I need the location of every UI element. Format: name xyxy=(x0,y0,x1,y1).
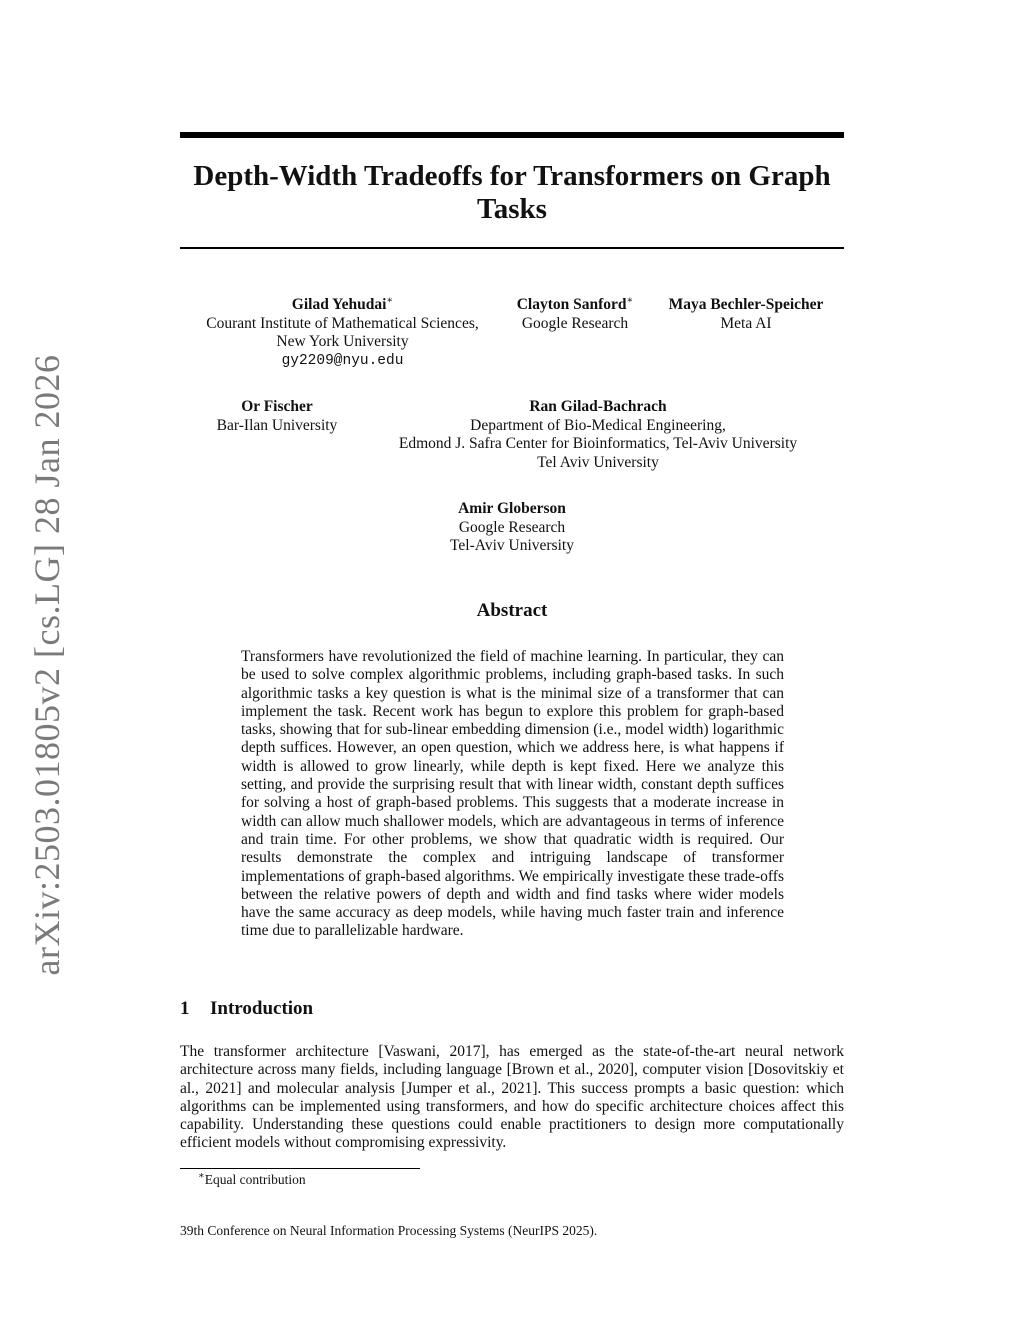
author-affiliation: Google Research xyxy=(458,518,566,536)
arxiv-identifier-stamp: arXiv:2503.01805v2 [cs.LG] 28 Jan 2026 xyxy=(27,354,67,976)
abstract-heading: Abstract xyxy=(476,600,548,621)
author-name: Amir Globerson xyxy=(458,500,566,517)
equal-contribution-mark: ∗ xyxy=(386,294,394,306)
author-clayton-sanford xyxy=(505,296,645,333)
author-affiliation: Edmond J. Safra Center for Bioinformatics, Tel-Aviv University xyxy=(398,435,798,452)
author-name: Or Fischer xyxy=(241,398,313,415)
author-or-fischer xyxy=(197,398,357,435)
author-ran-gilad-bachrach xyxy=(372,398,824,472)
author-name: Gilad Yehudai xyxy=(291,296,387,313)
footnote xyxy=(198,1172,306,1188)
author-amir-globerson xyxy=(362,500,662,556)
title-bottom-rule xyxy=(180,247,844,249)
author-affiliation: Google Research xyxy=(521,314,629,332)
author-affiliation: Meta AI xyxy=(720,314,772,332)
author-affiliation: New York University xyxy=(276,333,409,350)
paper-title: Depth-Width Tradeoffs for Transformers on Graph Tasks xyxy=(193,160,831,225)
footnote-rule xyxy=(180,1168,420,1169)
footnote-mark: ∗ xyxy=(198,1170,205,1182)
title-top-rule xyxy=(180,132,844,138)
author-affiliation: Department of Bio-Medical Engineering, xyxy=(470,416,726,434)
author-affiliation: Bar-Ilan University xyxy=(216,416,338,434)
author-email[interactable]: gy2209@nyu.edu xyxy=(281,352,404,369)
author-name: Clayton Sanford xyxy=(516,296,627,313)
author-affiliation: Tel-Aviv University xyxy=(450,537,574,554)
author-affiliation: Tel Aviv University xyxy=(537,453,659,471)
introduction-paragraph: The transformer architecture [Vaswani, 2017], has emerged as the state-of-the-art neural network architecture across many fields, including language [Brown et al., 2020], computer vision [Dosovitskiy et al., 2021] and molecular analysis [Jumper et al., 2021]. This success prompts a basic question: which algorithms can be implemented using transformers, and how do specific architecture choices affect this capability. Understanding these questions could enable practitioners to design more computationally efficient models without compromising expressivity. xyxy=(180,1043,844,1152)
author-name: Maya Bechler-Speicher xyxy=(668,296,824,313)
equal-contribution-mark: ∗ xyxy=(626,294,634,306)
section-heading-introduction xyxy=(180,998,313,1020)
section-number: 1 xyxy=(180,998,190,1019)
section-title: Introduction xyxy=(210,998,314,1019)
author-gilad-yehudai xyxy=(180,296,505,370)
venue-footer: 39th Conference on Neural Information Processing Systems (NeurIPS 2025). xyxy=(180,1223,598,1238)
author-name: Ran Gilad-Bachrach xyxy=(529,398,667,415)
abstract-body: Transformers have revolutionized the field of machine learning. In particular, they can be used to solve complex algorithmic problems, including graph-based tasks. In such algorithmic tasks a key question is what is the minimal size of a transformer that can implement the task. Recent work has begun to explore this problem for graph-based tasks, showing that for sub-linear embedding dimension (i.e., model width) logarithmic depth suffices. However, an open question, which we address here, is what happens if width is allowed to grow linearly, while depth is kept fixed. Here we analyze this setting, and provide the surprising result that with linear width, constant depth suffices for solving a host of graph-based problems. This suggests that a moderate increase in width can allow much shallower models, which are advantageous in terms of inference and train time. For other problems, we show that quadratic width is required. Our results demonstrate the complex and intriguing landscape of transformer implementations of graph-based algorithms. We empirically investigate these trade-offs between the relative powers of depth and width and find tasks where wider models have the same accuracy as deep models, while having much faster train and inference time due to parallelizable hardware. xyxy=(241,648,784,940)
author-maya-bechler-speicher xyxy=(648,296,844,333)
footnote-text: Equal contribution xyxy=(204,1172,306,1187)
author-affiliation: Courant Institute of Mathematical Sciences, xyxy=(206,314,479,332)
